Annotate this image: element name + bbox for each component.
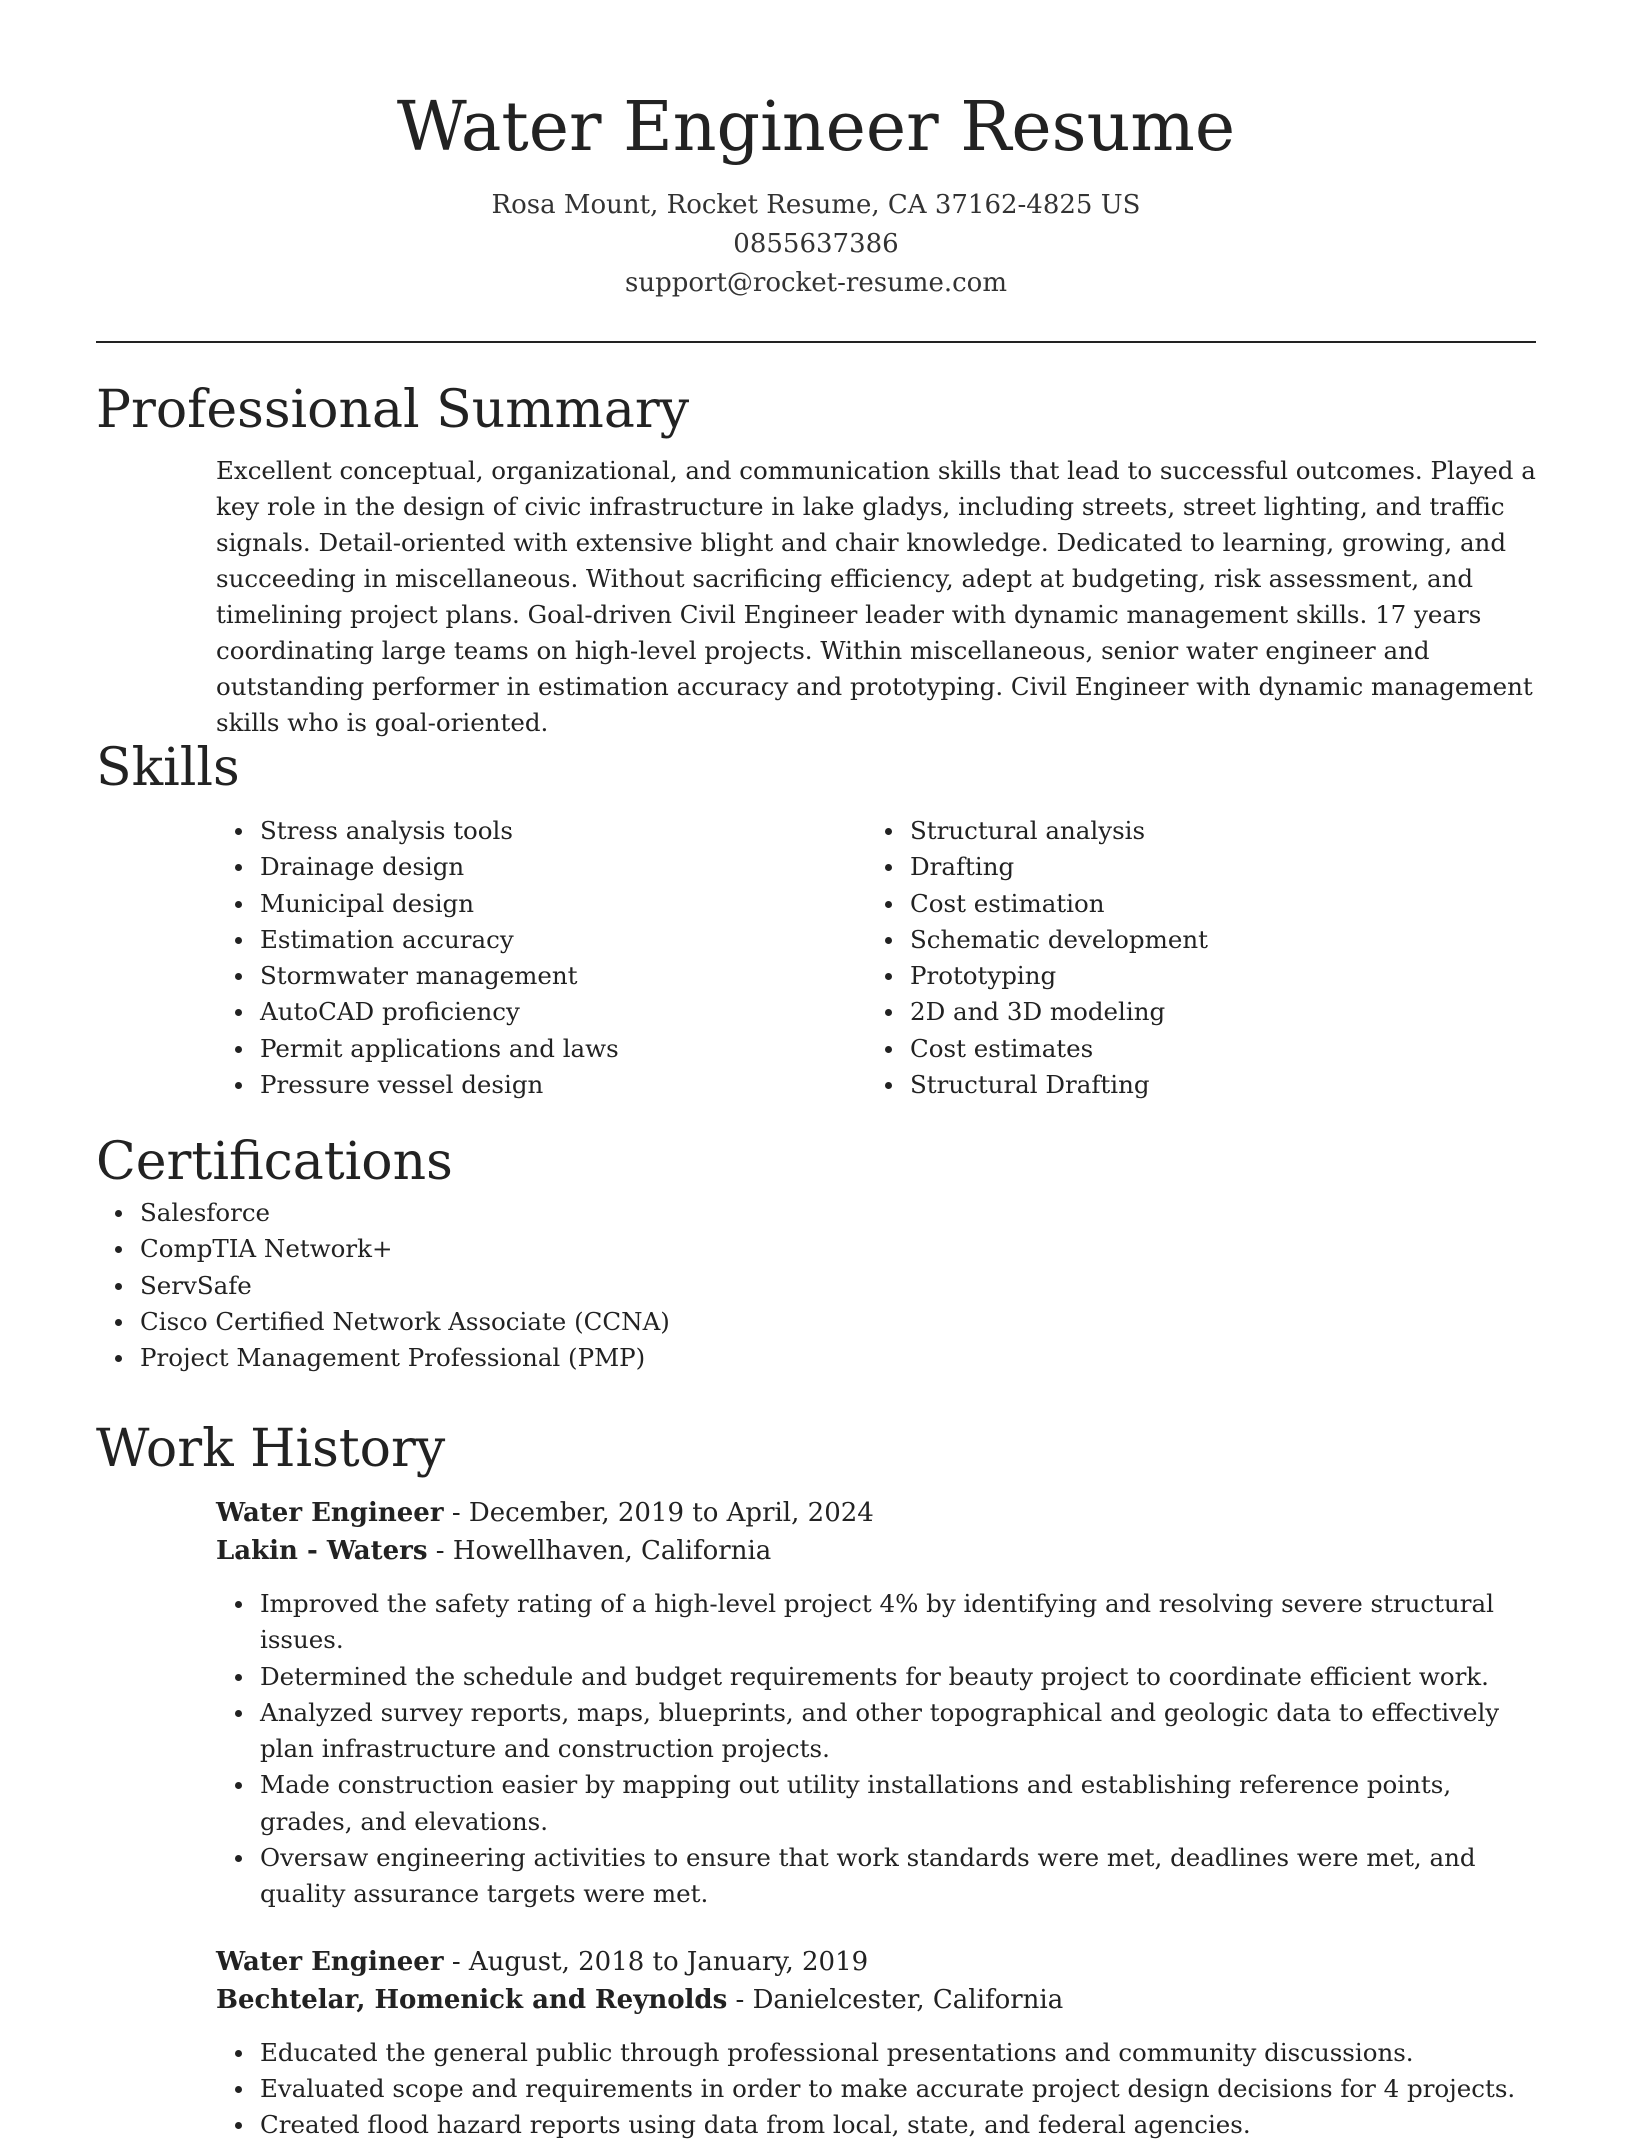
skill-item: Schematic development [866,922,1516,958]
skills-columns [216,813,1536,1103]
certifications-section [96,1129,1536,1376]
skill-item: Municipal design [216,886,866,922]
skills-list-left [216,813,866,1103]
skill-item: Structural analysis [866,813,1516,849]
job-dates: - December, 2019 to April, 2024 [443,1498,874,1528]
skills-section [96,735,1536,1103]
job-bullet: Created flood hazard reports using data from local, state, and federal agencies. [216,2107,1536,2143]
job-bullets [96,1586,1536,1913]
contact-block [96,186,1536,303]
resume-header [96,84,1536,303]
job-company-line [216,1981,1536,2019]
skill-item: Drainage design [216,849,866,885]
skill-item: Permit applications and laws [216,1031,866,1067]
job-title: Water Engineer [216,1946,444,1977]
skill-item: Pressure vessel design [216,1067,866,1103]
summary-heading: Professional Summary [96,380,690,440]
skill-item: Estimation accuracy [216,922,866,958]
certification-item: CompTIA Network+ [96,1231,1396,1267]
contact-address: Rosa Mount, Rocket Resume, CA 37162-4825 US [491,190,1141,220]
skill-item: Stress analysis tools [216,813,866,849]
skill-item: Stormwater management [216,958,866,994]
resume-title: Water Engineer Resume [396,88,1236,167]
job-bullet: Made construction easier by mapping out utility installations and establishing reference points, grades, and elevations. [216,1767,1536,1840]
skills-heading: Skills [96,738,240,798]
job-bullet: Analyzed survey reports, maps, blueprints, and other topographical and geologic data to effectively plan infrastructure and construction projects. [216,1695,1536,1768]
certifications-list [96,1195,1396,1376]
job-title-line [216,1494,1536,1532]
summary-text: Excellent conceptual, organizational, and communication skills that lead to successful outcomes. Played a key role in the design of civic infrastructure in lake gladys, including streets, street lighting, and traffic signals. Detail-oriented with extensive blight and chair knowledge. Dedicated to learning, growing, and succeeding in miscellaneous. Without sacrificing efficiency, adept at budgeting, risk assessment, and timelining project plans. Goal-driven Civil Engineer leader with dynamic management skills. 17 years coordinating large teams on high-level projects. Within miscellaneous, senior water engineer and outstanding performer in estimation accuracy and prototyping. Civil Engineer with dynamic management skills who is goal-oriented. [216,456,1536,737]
job-location: - Howellhaven, California [427,1536,772,1566]
work-history-section [96,1416,1536,2144]
job-company: Lakin - Waters [216,1536,428,1566]
job-title: Water Engineer [216,1498,444,1528]
job-entry [216,1494,1536,1913]
job-entry [216,1943,1536,2144]
job-title-line [216,1943,1536,1981]
work-history-heading: Work History [96,1419,446,1479]
skill-item: Cost estimates [866,1031,1516,1067]
job-bullet: Oversaw engineering activities to ensure that work standards were met, deadlines were met, and quality assurance targets were met. [216,1840,1536,1913]
job-bullet: Evaluated scope and requirements in order to make accurate project design decisions for 4 projects. [216,2071,1536,2107]
job-company: Bechtelar, Homenick and Reynolds [216,1984,728,2015]
certification-item: Project Management Professional (PMP) [96,1340,1396,1376]
job-bullets [96,2035,1536,2144]
certification-item: ServSafe [96,1268,1396,1304]
skill-item: 2D and 3D modeling [866,994,1516,1030]
summary-section [96,377,1536,741]
job-bullet: Improved the safety rating of a high-level project 4% by identifying and resolving severe structural issues. [216,1586,1536,1659]
skills-list-right [866,813,1516,1103]
job-location: - Danielcester, California [727,1984,1064,2015]
job-company-line [216,1532,1536,1570]
skill-item: Drafting [866,849,1516,885]
job-bullet: Determined the schedule and budget requirements for beauty project to coordinate efficient work. [216,1659,1536,1695]
contact-phone: 0855637386 [733,229,899,259]
skill-item: Cost estimation [866,886,1516,922]
contact-email: support@rocket-resume.com [624,268,1007,298]
header-divider [96,341,1536,343]
job-dates: - August, 2018 to January, 2019 [443,1946,869,1977]
certification-item: Cisco Certified Network Associate (CCNA) [96,1304,1396,1340]
skill-item: Structural Drafting [866,1067,1516,1103]
skill-item: Prototyping [866,958,1516,994]
certifications-heading: Certifications [96,1132,453,1192]
certification-item: Salesforce [96,1195,1396,1231]
job-bullet: Educated the general public through professional presentations and community discussions. [216,2035,1536,2071]
skill-item: AutoCAD proficiency [216,994,866,1030]
